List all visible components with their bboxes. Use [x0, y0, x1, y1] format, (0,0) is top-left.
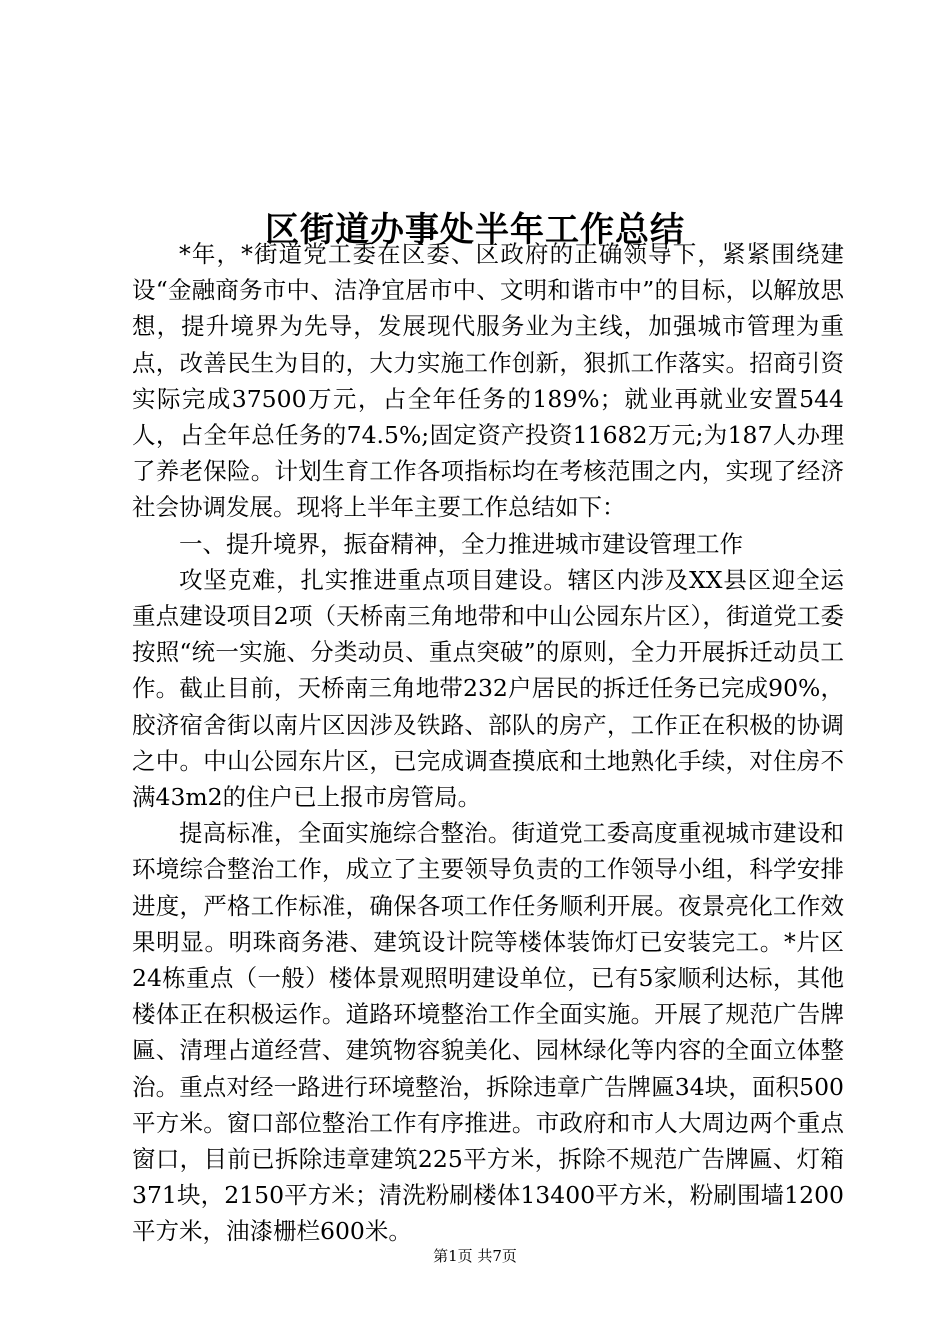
- page-number-footer: 第1页 共7页: [433, 1247, 517, 1265]
- document-body: [132, 236, 844, 1250]
- section-heading-1: 一、提升境界，振奋精神，全力推进城市建设管理工作: [179, 529, 743, 558]
- document-title: 区街道办事处半年工作总结: [265, 209, 685, 250]
- paragraph-intro: *年，*街道党工委在区委、区政府的正确领导下，紧紧围绕建设“金融商务市中、洁净宜居市中、文明和谐市中”的目标，以解放思想，提升境界为先导，发展现代服务业为主线，加强城市管理为重点，改善民生为目的，大力实施工作创新，狠抓工作落实。招商引资实际完成37500万元，占全年任务的189%；就业再就业安置544人，占全年总任务的74.5%;固定资产投资11682万元;为187人办理了养老保险。计划生育工作各项指标均在考核范围之内，实现了经济社会协调发展。现将上半年主要工作总结如下：: [132, 240, 844, 522]
- paragraph-comprehensive-renovation: 提高标准，全面实施综合整治。街道党工委高度重视城市建设和环境综合整治工作，成立了主要领导负责的工作领导小组，科学安排进度，严格工作标准，确保各项工作任务顺利开展。夜景亮化工作效果明显。明珠商务港、建筑设计院等楼体装饰灯已安装完工。*片区24栋重点（一般）楼体景观照明建设单位，已有5家顺利达标，其他楼体正在积极运作。道路环境整治工作全面实施。开展了规范广告牌匾、清理占道经营、建筑物容貌美化、园林绿化等内容的全面立体整治。重点对经一路进行环境整治，拆除违章广告牌匾34块，面积500平方米。窗口部位整治工作有序推进。市政府和市人大周边两个重点窗口，目前已拆除违章建筑225平方米，拆除不规范广告牌匾、灯箱371块，2150平方米；清洗粉刷楼体13400平方米，粉刷围墙1200平方米，油漆栅栏600米。: [132, 819, 844, 1246]
- paragraph-key-projects: 攻坚克难，扎实推进重点项目建设。辖区内涉及XX县区迎全运重点建设项目2项（天桥南三角地带和中山公园东片区），街道党工委按照“统一实施、分类动员、重点突破”的原则，全力开展拆迁动员工作。截止目前，天桥南三角地带232户居民的拆迁任务已完成90%，胶济宿舍街以南片区因涉及铁路、部队的房产，工作正在积极的协调之中。中山公园东片区，已完成调查摸底和土地熟化手续，对住房不满43m2的住户已上报市房管局。: [132, 565, 844, 812]
